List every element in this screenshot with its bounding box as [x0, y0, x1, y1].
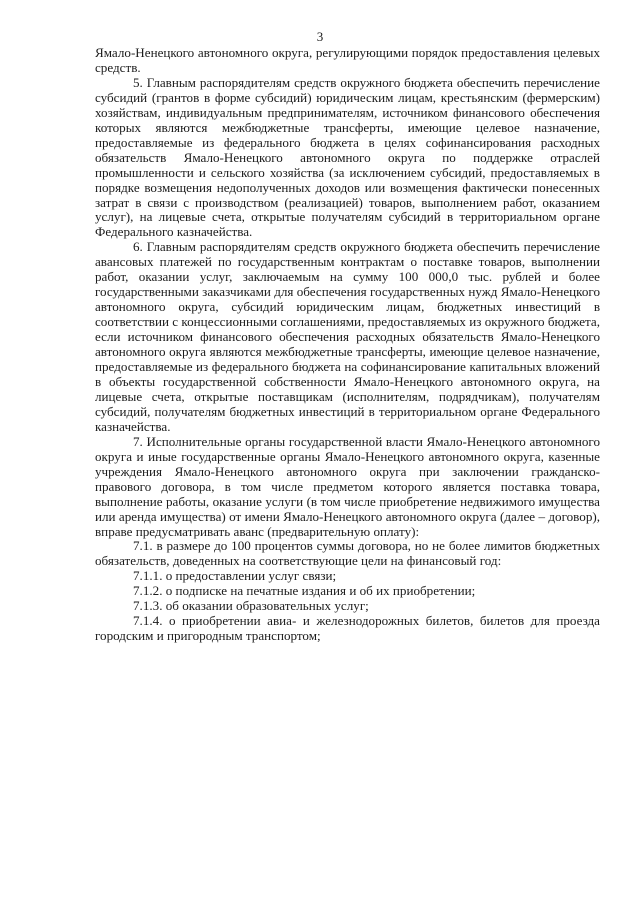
paragraph-item-5: 5. Главным распорядителям средств окружного бюджета обеспечить перечисление субсидий (грантов в форме субсидий) юридическим лицам, крестьянским (фермерским) хозяйствам, индивидуальным предпринимателям, источником финансового обеспечения которых являются межбюджетные трансферты, имеющие целевое назначение, предоставляемые из федерального бюджета в целях софинансирования расходных обязательств Ямало-Ненецкого автономного округа по поддержке отраслей промышленности и сельского хозяйства (за исключением субсидий, предоставляемых в порядке возмещения недополученных доходов или возмещения фактически понесенных затрат в связи с производством (реализацией) товаров, выполнением работ, оказанием услуг), на лицевые счета, открытые получателям субсидий в территориальном органе Федерального казначейства.	[95, 74, 600, 240]
paragraph-item-7-1-3: 7.1.3. об оказании образовательных услуг;	[133, 598, 369, 614]
paragraph-item-7-1-4: 7.1.4. о приобретении авиа- и железнодорожных билетов, билетов для проезда городским и пригородным транспортом;	[95, 613, 600, 644]
paragraph-item-7-1-2: 7.1.2. о подписке на печатные издания и об их приобретении;	[133, 583, 476, 599]
paragraph-item-7: 7. Исполнительные органы государственной власти Ямало-Ненецкого автономного округа и иные государственные органы Ямало-Ненецкого автономного округа, казенные учреждения Ямало-Ненецкого автономного округа при заключении гражданско-правового договора, в том числе предметом которого является поставка товара, выполнение работы, оказание услуги (в том числе приобретение недвижимого имущества или аренда имущества) от имени Ямало-Ненецкого автономного округа (далее – договор), вправе предусматривать аванс (предварительную оплату):	[95, 433, 600, 539]
page-number: 3	[316, 29, 324, 44]
document-body	[95, 46, 600, 644]
paragraph-item-7-1: 7.1. в размере до 100 процентов суммы договора, но не более лимитов бюджетных обязательств, доведенных на соответствующие цели на финансовый год:	[95, 538, 600, 569]
paragraph-item-6: 6. Главным распорядителям средств окружного бюджета обеспечить перечисление авансовых платежей по государственным контрактам о поставке товаров, выполнении работ, оказании услуг, заключаемым на сумму 100 000,0 тыс. рублей и более государственными заказчиками для обеспечения государственных нужд Ямало-Ненецкого автономного округа, субсидий юридическим лицам, бюджетных инвестиций в соответствии с концессионными соглашениями, предоставляемых из окружного бюджета, если источником финансового обеспечения расходных обязательств Ямало-Ненецкого автономного округа являются межбюджетные трансферты, имеющие целевое назначение, предоставляемые из федерального бюджета на софинансирование капитальных вложений в объекты государственной собственности Ямало-Ненецкого автономного округа, на лицевые счета, открытые поставщикам (исполнителям, подрядчикам), получателям субсидий, получателям бюджетных инвестиций в территориальном органе Федерального казначейства.	[95, 239, 600, 434]
paragraph-continuation: Ямало-Ненецкого автономного округа, регулирующими порядок предоставления целевых средств.	[95, 45, 600, 75]
paragraph-item-7-1-1: 7.1.1. о предоставлении услуг связи;	[133, 568, 337, 584]
